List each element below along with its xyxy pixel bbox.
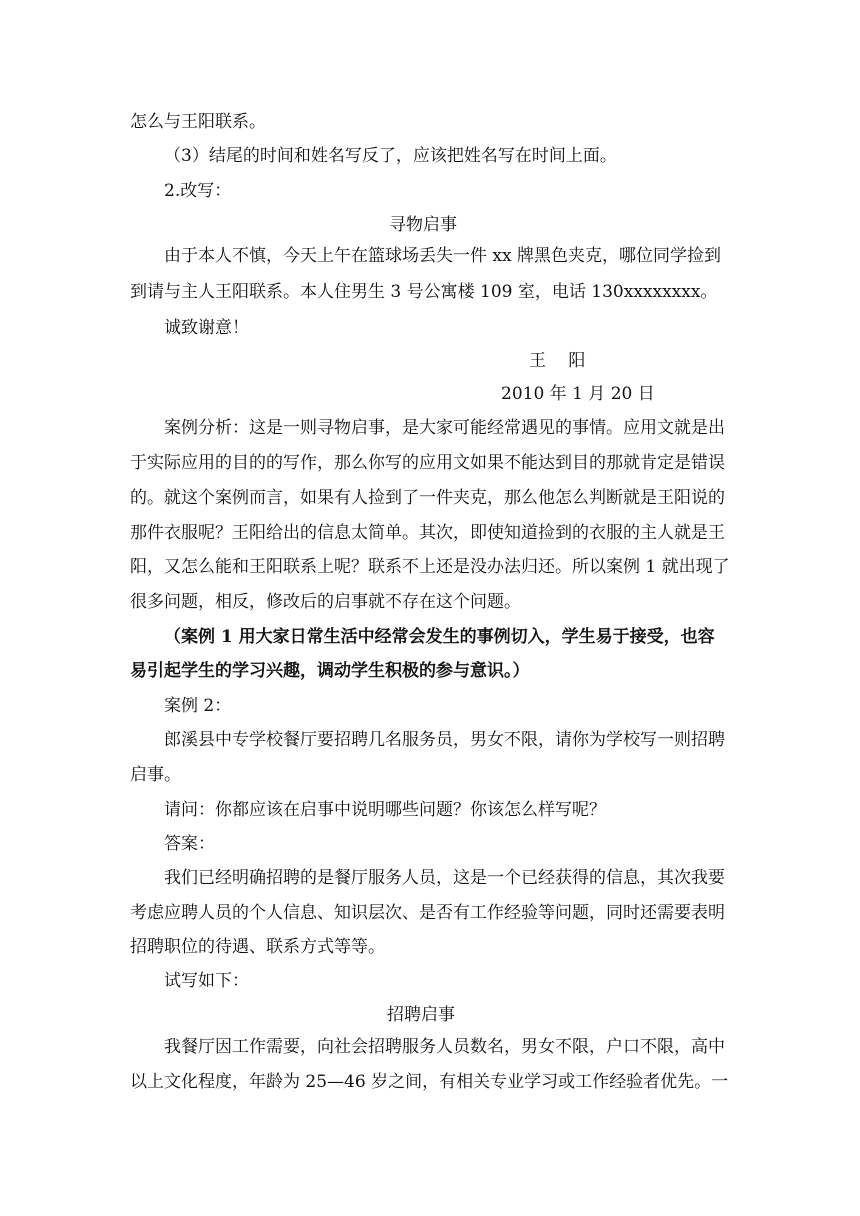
text-line: 考虑应聘人员的个人信息、知识层次、是否有工作经验等问题，同时还需要表明 bbox=[130, 903, 725, 923]
date: 2010 年 1 月 20 日 bbox=[501, 384, 655, 404]
text-line: （3）结尾的时间和姓名写反了，应该把姓名写在时间上面。 bbox=[164, 146, 617, 166]
text-line: 阳，又怎么能和王阳联系上呢？联系不上还是没办法归还。所以案例 1 就出现了 bbox=[130, 557, 730, 577]
text-line: 我餐厅因工作需要，向社会招聘服务人员数名，男女不限，户口不限，高中 bbox=[164, 1037, 725, 1057]
text-line: 的。就这个案例而言，如果有人捡到了一件夹克，那么他怎么判断就是王阳说的 bbox=[130, 488, 725, 508]
text-line: 那件衣服呢？王阳给出的信息太简单。其次，即使知道捡到的衣服的主人就是王 bbox=[130, 523, 725, 543]
text-line: 试写如下： bbox=[164, 971, 249, 991]
text-line: 招聘职位的待遇、联系方式等等。 bbox=[130, 937, 385, 957]
notice-title: 招聘启事 bbox=[387, 1005, 455, 1025]
text-line: 启事。 bbox=[130, 765, 181, 785]
text-line: 怎么与王阳联系。 bbox=[130, 112, 266, 132]
text-line: 以上文化程度，年龄为 25—46 岁之间，有相关专业学习或工作经验者优先。一 bbox=[130, 1072, 729, 1092]
bold-text-line: 易引起学生的学习兴趣，调动学生积极的参与意识。） bbox=[130, 661, 530, 681]
text-line: 到请与主人王阳联系。本人住男生 3 号公寓楼 109 室，电话 130xxxxxxxx。 bbox=[130, 282, 718, 302]
text-line: 2.改写： bbox=[164, 181, 232, 201]
text-line: 于实际应用的目的的写作，那么你写的应用文如果不能达到目的那就肯定是错误 bbox=[130, 453, 725, 473]
text-line: 很多问题，相反，修改后的启事就不存在这个问题。 bbox=[130, 592, 521, 612]
text-line: 答案： bbox=[164, 834, 215, 854]
text-line: 我们已经明确招聘的是餐厅服务人员，这是一个已经获得的信息，其次我要 bbox=[164, 868, 725, 888]
text-line: 案例 2： bbox=[164, 696, 232, 716]
signature: 王 阳 bbox=[529, 351, 586, 371]
text-line: 案例分析：这是一则寻物启事，是大家可能经常遇见的事情。应用文就是出 bbox=[164, 418, 725, 438]
bold-text-line: （案例 1 用大家日常生活中经常会发生的事例切入，学生易于接受，也容 bbox=[164, 627, 715, 647]
text-line: 请问：你都应该在启事中说明哪些问题？你该怎么样写呢？ bbox=[164, 800, 606, 820]
notice-title: 寻物启事 bbox=[389, 215, 457, 235]
text-line: 郎溪县中专学校餐厅要招聘几名服务员，男女不限，请你为学校写一则招聘 bbox=[164, 730, 725, 750]
text-line: 诚致谢意！ bbox=[164, 318, 249, 338]
text-line: 由于本人不慎，今天上午在篮球场丢失一件 xx 牌黑色夹克，哪位同学捡到 bbox=[164, 246, 721, 266]
